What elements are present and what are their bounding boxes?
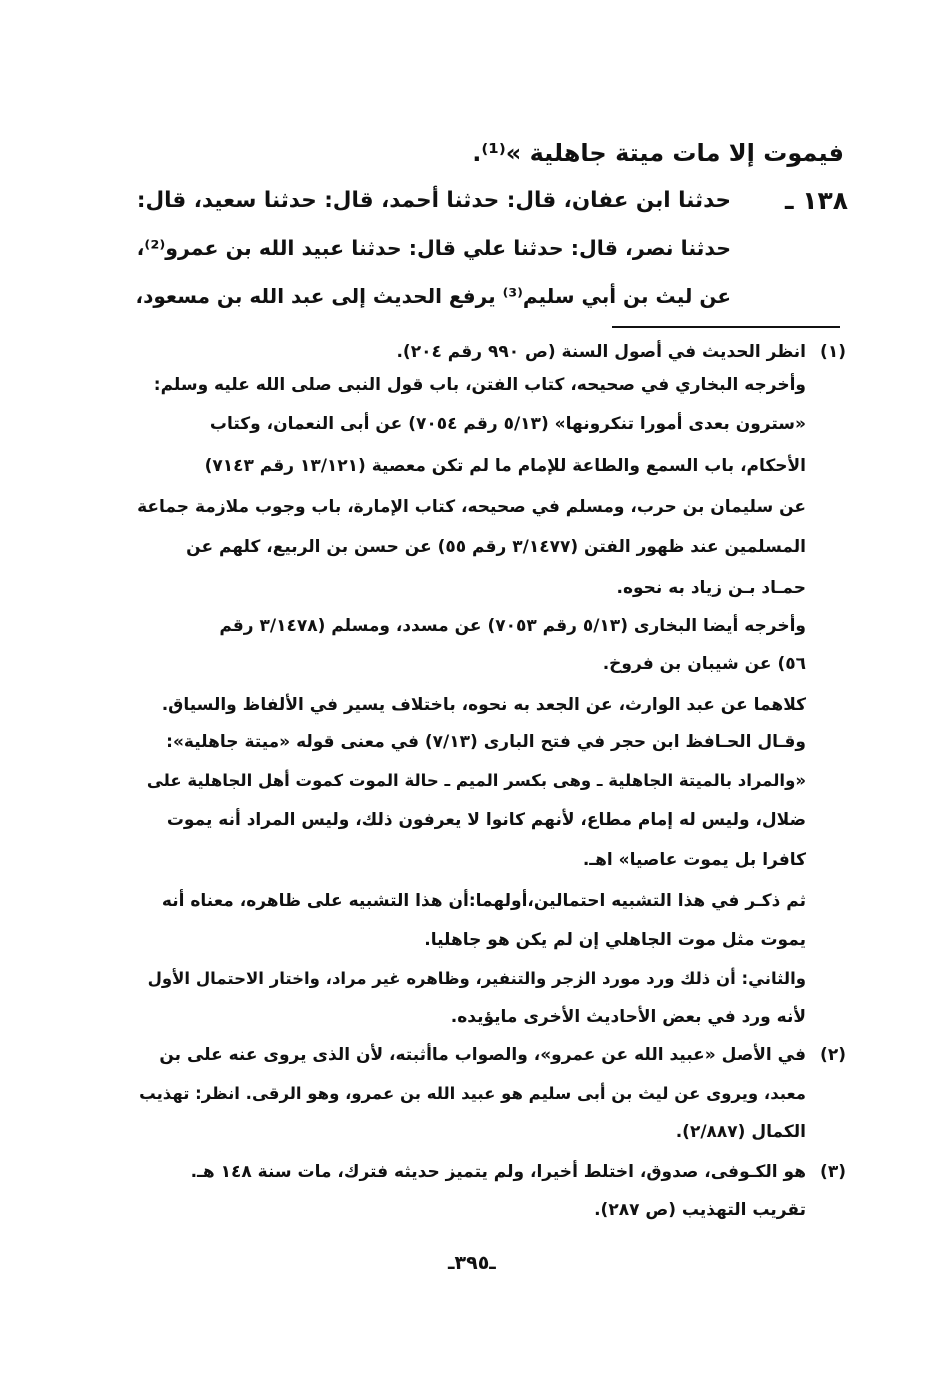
footnote-1-line: كافرا بل يموت عاصيا» اهـ. <box>582 850 806 870</box>
main-text-line-2: حدثنا ابن عفان، قال: حدثنا أحمد، قال: حدثنا سعيد، قال: <box>136 188 731 213</box>
footnote-1-line: المسلمين عند ظهور الفتن (٣/١٤٧٧ رقم ٥٥) عن حسن بن الربيع، كلهم عن <box>186 537 806 557</box>
footnote-1-line: كلاهما عن عبد الوارث، عن الجعد به نحوه، باختلاف يسير في الألفاظ والسياق. <box>161 695 806 715</box>
footnote-2-line: الكمال (٢/٨٨٧). <box>675 1122 806 1142</box>
footnote-1-line: عن سليمان بن حرب، ومسلم في صحيحه، كتاب الإمارة، باب وجوب ملازمة جماعة <box>137 497 806 517</box>
footnote-2-number: (٢) <box>820 1045 846 1065</box>
footnote-3-line: هو الكـوفى، صدوق، اختلط أخيرا، ولم يتميز حديثه فترك، مات سنة ١٤٨ هـ. <box>190 1162 806 1182</box>
footnote-1-line: «والمراد بالميتة الجاهلية ـ وهى بكسر الميم ـ حالة الموت كموت أهل الجاهلية على <box>146 771 806 790</box>
footnote-separator <box>612 326 840 328</box>
footnote-3-line: تقريب التهذيب (ص ٢٨٧). <box>594 1200 806 1220</box>
footnote-2-line: في الأصل «عبيد الله عن عمرو»، والصواب ماأثبته، لأن الذى يروى عنه على بن <box>159 1045 806 1065</box>
footnote-1-line: ٥٦) عن شيبان بن فروخ. <box>602 654 806 674</box>
main-text-line-4: عن ليث بن أبي سليم⁽³⁾ يرفع الحديث إلى عبد الله بن مسعود، <box>135 284 731 308</box>
page-number: ـ٣٩٥ـ <box>448 1252 496 1274</box>
footnote-1-line: وأخرجه أيضا البخارى (٥/١٣ رقم ٧٠٥٣) عن مسدد، ومسلم (٣/١٤٧٨ رقم <box>219 616 806 636</box>
main-text-line-3: حدثنا نصر، قال: حدثنا علي قال: حدثنا عبيد الله بن عمرو⁽²⁾، <box>136 236 731 260</box>
footnote-1-line: الأحكام، باب السمع والطاعة للإمام ما لم تكن معصية (١٣/١٢١ رقم ٧١٤٣) <box>204 456 806 476</box>
footnote-2-line: معبد، ويروى عن ليث بن أبى سليم هو عبيد الله بن عمرو، وهو الرقى. انظر: تهذيب <box>139 1084 806 1103</box>
footnote-1-line: ثم ذكـر في هذا التشبيه احتمالين،أولهما:أن هذا التشبيه على ظاهره، معناه أنه <box>161 891 806 911</box>
footnote-1-line: والثاني: أن ذلك ورد مورد الزجر والتنفير، وظاهره غير مراد، واختار الاحتمال الأول <box>147 969 806 988</box>
footnote-1-line: يموت مثل موت الجاهلي إن لم يكن هو جاهليا. <box>424 930 806 950</box>
footnote-1-number: (١) <box>820 342 846 362</box>
footnote-3-number: (٣) <box>820 1162 846 1182</box>
footnote-1-line: ضلال، وليس له إمام مطاع، لأنهم كانوا لا يعرفون ذلك، وليس المراد أنه يموت <box>166 810 806 830</box>
footnote-1-line: وأخرجه البخاري في صحيحه، كتاب الفتن، باب قول النبى صلى الله عليه وسلم: <box>153 375 806 395</box>
main-text-line-1: فيموت إلا مات ميتة جاهلية »⁽¹⁾. <box>472 139 844 167</box>
footnote-1-line: لأنه ورد في بعض الأحاديث الأخرى مايؤيده. <box>450 1007 806 1027</box>
hadith-number: ١٣٨ ـ <box>784 186 848 215</box>
footnote-1-line: وقـال الحـافظ ابن حجر في فتح البارى (٧/١٣) في معنى قوله «ميتة جاهلية»: <box>166 732 806 752</box>
footnote-1-line: حمـاد بـن زياد به نحوه. <box>616 578 806 598</box>
footnote-1-line: انظر الحديث في أصول السنة (ص ٩٩٠ رقم ٢٠٤). <box>396 342 806 362</box>
footnote-1-line: «سترون بعدى أمورا تنكرونها» (٥/١٣ رقم ٧٠٥٤) عن أبى النعمان، وكتاب <box>209 414 806 434</box>
